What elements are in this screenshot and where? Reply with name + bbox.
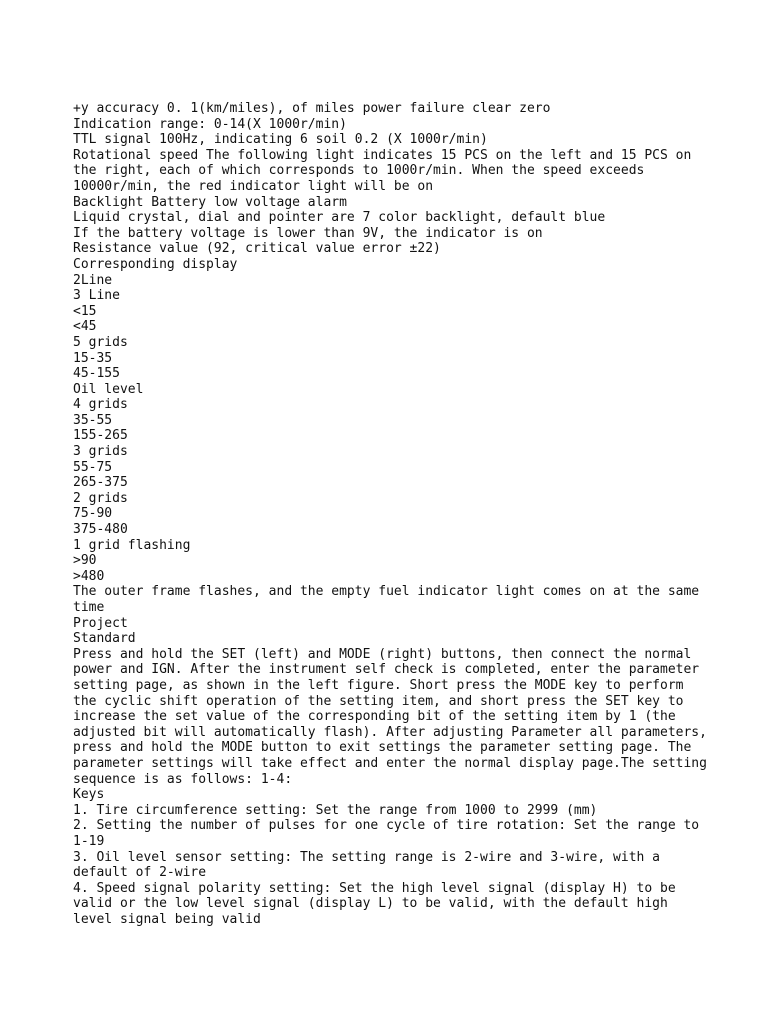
text-line-project: Project bbox=[73, 615, 128, 631]
text-line-backlight: Backlight Battery low voltage alarm bbox=[73, 194, 347, 210]
text-line-oil-sensor-setting: 3. Oil level sensor setting: The setting range is 2-wire and 3-wire, with a default of 2-wire bbox=[73, 849, 668, 881]
text-line-battery-voltage: If the battery voltage is lower than 9V, the indicator is on bbox=[73, 225, 543, 241]
text-line-3-grids: 3 grids bbox=[73, 444, 128, 460]
text-line-liquid-crystal: Liquid crystal, dial and pointer are 7 color backlight, default blue bbox=[73, 210, 606, 226]
text-line-pulses-setting: 2. Setting the number of pulses for one cycle of tire rotation: Set the range to 1-19 bbox=[73, 818, 707, 849]
document-page bbox=[73, 101, 713, 927]
text-line-resistance-value: Resistance value (92, critical value error ±22) bbox=[73, 241, 441, 257]
text-line-standard: Standard bbox=[73, 631, 136, 647]
text-line-155-265: 155-265 bbox=[73, 428, 128, 444]
text-line-lt45: <45 bbox=[73, 319, 97, 335]
text-line-accuracy: +y accuracy 0. 1(km/miles), of miles power failure clear zero bbox=[73, 101, 551, 116]
text-line-keys: Keys bbox=[73, 787, 105, 803]
text-line-75-90: 75-90 bbox=[73, 506, 113, 522]
text-line-press-and-hold: Press and hold the SET (left) and MODE (right) buttons, then connect the normal power and IGN. After the instrument self check is completed, enter the parameter setting page, as shown in the left figure. Short press the MODE key to perform the cyclic shift operation of the setting item, and short press the SET key to increase the set value of the corresponding bit of the setting item by 1 (the adjusted bit will automatically flash). After adjusting Parameter all parameters, press and hold the MODE button to exit settings the parameter setting page. The parameter settings will take effect and enter the normal display page.The setting sequence is as follows: 1-4: bbox=[73, 646, 715, 787]
text-line-15-35: 15-35 bbox=[73, 350, 113, 366]
text-line-oil-level: Oil level bbox=[73, 381, 144, 397]
text-line-5-grids: 5 grids bbox=[73, 334, 128, 350]
text-line-265-375: 265-375 bbox=[73, 475, 128, 491]
text-line-2line: 2Line bbox=[73, 272, 113, 288]
text-line-3line: 3 Line bbox=[73, 288, 120, 304]
text-line-1-grid-flashing: 1 grid flashing bbox=[73, 537, 191, 553]
text-line-gt480: >480 bbox=[73, 568, 105, 584]
text-line-speed-signal-polarity: 4. Speed signal polarity setting: Set the high level signal (display H) to be valid or the low level signal (display L) to be valid, with the default high level signal being valid bbox=[73, 880, 684, 927]
text-line-375-480: 375-480 bbox=[73, 522, 128, 538]
text-line-outer-frame-flashes: The outer frame flashes, and the empty fuel indicator light comes on at the same time bbox=[73, 584, 707, 615]
text-line-tire-circumference: 1. Tire circumference setting: Set the range from 1000 to 2999 (mm) bbox=[73, 802, 598, 818]
text-line-4-grids: 4 grids bbox=[73, 397, 128, 413]
text-line-35-55: 35-55 bbox=[73, 412, 113, 428]
text-line-lt15: <15 bbox=[73, 303, 97, 319]
text-line-45-155: 45-155 bbox=[73, 366, 120, 382]
text-line-2-grids: 2 grids bbox=[73, 490, 128, 506]
text-line-corresponding-display: Corresponding display bbox=[73, 256, 238, 272]
text-line-rotational-speed: Rotational speed The following light indicates 15 PCS on the left and 15 PCS on the right, each of which corresponds to 1000r/min. When the speed exceeds 10000r/min, the red indicator light will be on bbox=[73, 147, 700, 194]
text-line-gt90: >90 bbox=[73, 553, 97, 569]
text-line-55-75: 55-75 bbox=[73, 459, 113, 475]
text-line-indication-range: Indication range: 0-14(X 1000r/min) bbox=[73, 116, 347, 132]
text-line-ttl-signal: TTL signal 100Hz, indicating 6 soil 0.2 (X 1000r/min) bbox=[73, 132, 488, 148]
